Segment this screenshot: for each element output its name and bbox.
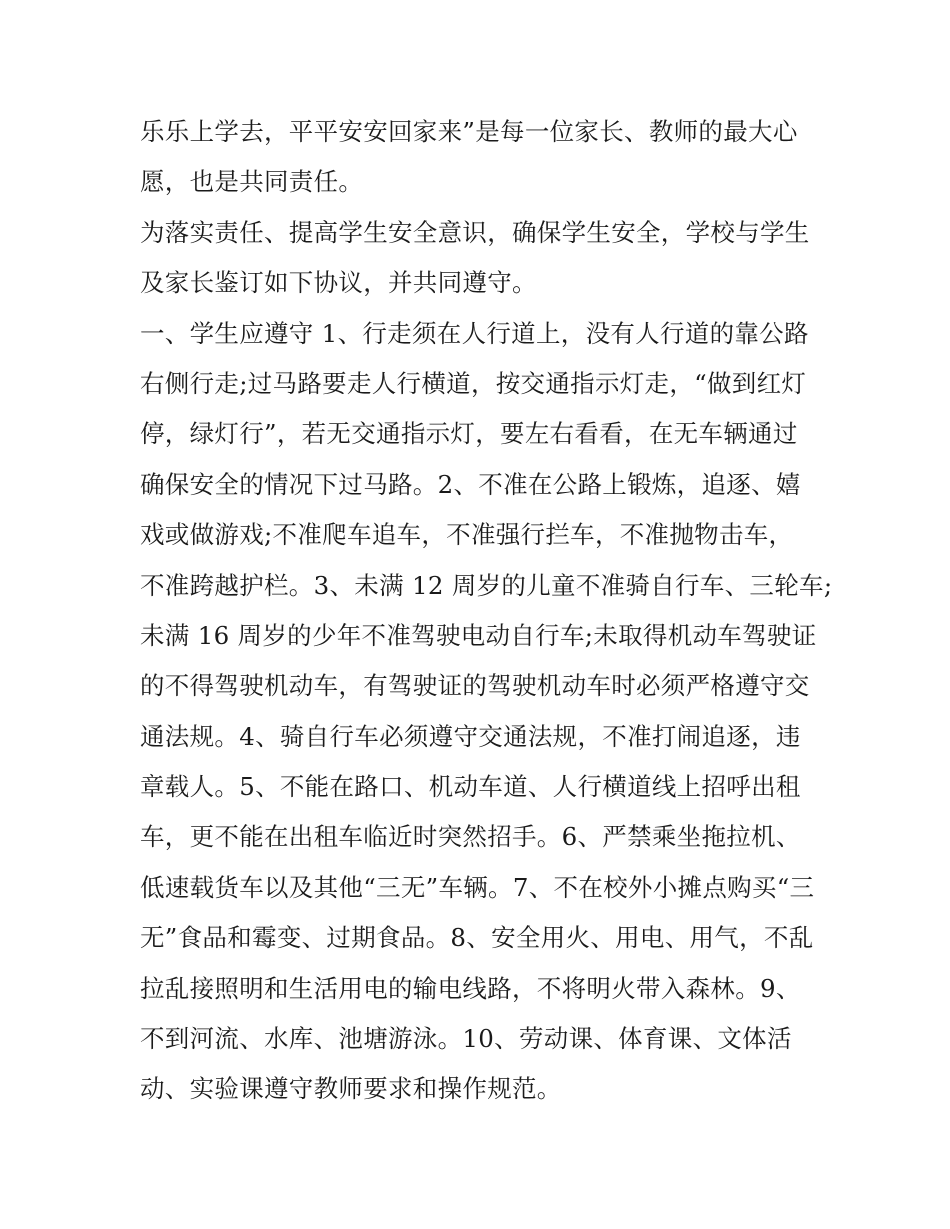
text-line: 一、学生应遵守 1、行走须在人行道上，没有人行道的靠公路: [140, 318, 809, 348]
document-body: [140, 107, 833, 1115]
text-line: 乐乐上学去，平平安安回家来”是每一位家长、教师的最大心: [140, 117, 798, 146]
text-line: 右侧行走;过马路要走人行横道，按交通指示灯走，“做到红灯: [140, 368, 807, 398]
text-line: 未满 16 周岁的少年不准驾驶电动自行车;未取得机动车驾驶证: [140, 620, 817, 650]
text-line: 的不得驾驶机动车，有驾驶证的驾驶机动车时必须严格遵守交: [140, 671, 810, 701]
text-line: 为落实责任、提高学生安全意识，确保学生安全，学校与学生: [140, 217, 810, 247]
text-line: 不准跨越护栏。3、未满 12 周岁的儿童不准骑自行车、三轮车;: [140, 570, 833, 600]
text-line: 确保安全的情况下过马路。2、不准在公路上锻炼，追逐、嬉: [140, 469, 801, 499]
text-line: 车，更不能在出租车临近时突然招手。6、严禁乘坐拖拉机、: [140, 822, 801, 852]
text-line: 及家长鉴订如下协议，并共同遵守。: [140, 268, 537, 298]
text-line: 拉乱接照明和生活用电的输电线路，不将明火带入森林。9、: [140, 973, 801, 1003]
text-line: 低速载货车以及其他“三无”车辆。7、不在校外小摊点购买“三: [140, 872, 815, 902]
text-line: 动、实验课遵守教师要求和操作规范。: [140, 1074, 562, 1104]
text-line: 通法规。4、骑自行车必须遵守交通法规，不准打闹追逐，违: [140, 721, 801, 751]
text-line: 停，绿灯行”，若无交通指示灯，要左右看看，在无车辆通过: [140, 419, 798, 449]
text-line: 章载人。5、不能在路口、机动车道、人行横道线上招呼出租: [140, 772, 801, 802]
text-line: 戏或做游戏;不准爬车追车，不准强行拦车，不准抛物击车，: [140, 520, 794, 550]
text-line: 愿，也是共同责任。: [140, 167, 364, 197]
text-line: 不到河流、水库、池塘游泳。10、劳动课、体育课、文体活: [140, 1024, 792, 1054]
text-line: 无”食品和霉变、过期食品。8、安全用火、用电、用气，不乱: [140, 923, 814, 953]
